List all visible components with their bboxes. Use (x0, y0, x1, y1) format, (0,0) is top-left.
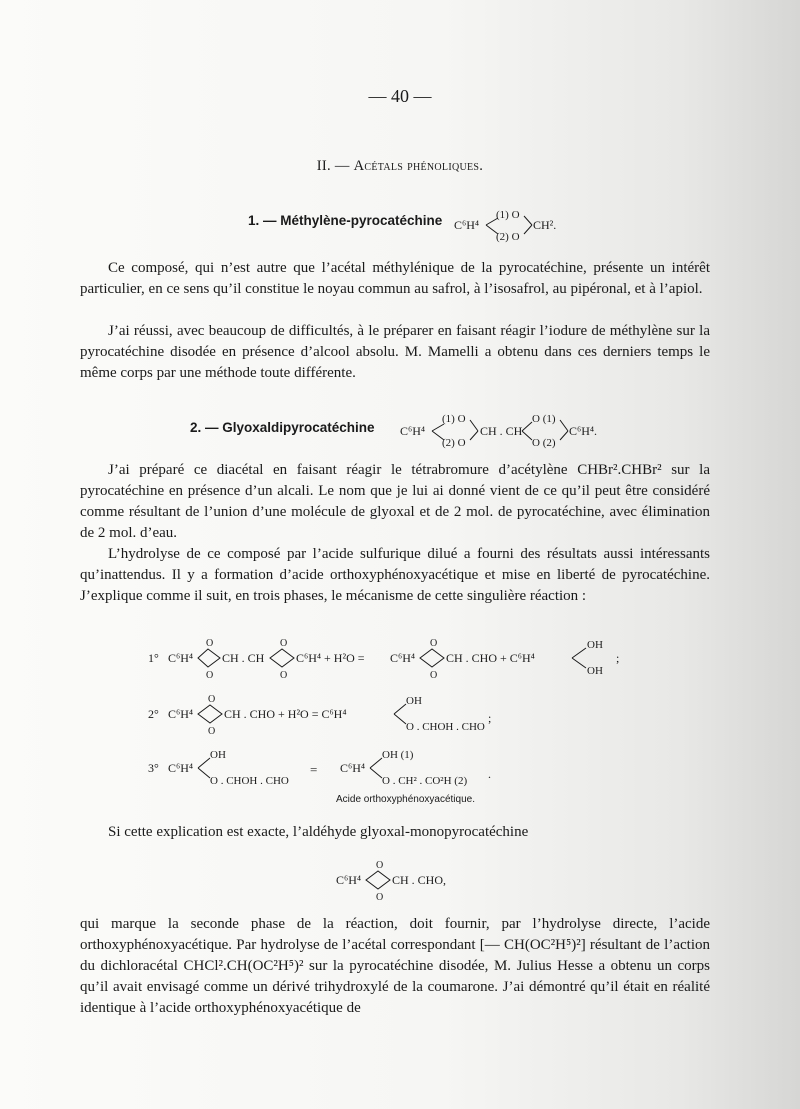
reaction-1-water: C⁶H⁴ + H²O = (296, 651, 365, 665)
section-title-text: Acétals phénoliques. (353, 158, 484, 174)
o: O (206, 638, 214, 649)
o: O (280, 638, 288, 649)
semicolon: ; (616, 651, 620, 665)
reaction-3-oh1: OH (1) (382, 749, 414, 761)
aldehyde-formula (334, 852, 494, 912)
reaction-1-c6h4: C⁶H⁴ (168, 651, 194, 665)
formula-c6h4-end: C⁶H⁴. (569, 424, 598, 438)
reaction-3-number: 3° (148, 761, 159, 775)
compound1-heading-text: 1. — Méthylène-pyrocatéchine (248, 213, 443, 228)
reaction-1-ring-3 (420, 649, 444, 667)
period: . (488, 767, 491, 781)
reaction-2-bond (394, 704, 406, 724)
section-roman: II. — (316, 158, 350, 174)
aldehyde-tail: CH . CHO, (392, 873, 447, 887)
reaction-3-c6h4: C⁶H⁴ (168, 761, 194, 775)
reaction-3-choh: O . CHOH . CHO (210, 775, 289, 787)
reaction-1-ring-2 (270, 649, 294, 667)
o: O (206, 670, 214, 681)
compound2-heading (190, 420, 375, 437)
formula-ch2: CH². (533, 218, 557, 232)
reaction-2-ring (198, 705, 222, 723)
o: O (430, 638, 438, 649)
reaction-1-ring-1 (198, 649, 220, 667)
compound2-paragraph-2: L’hydrolyse de ce composé par l’acide sulfurique dilué a fourni des résultats aussi intéressants qu’inattendus. Il y a formation d’acide orthoxyphénoxyacétique et mise en liberté de pyrocatéchine. J’explique comme il suit, en trois phases, le mécanisme de cette singulière réaction : (80, 546, 710, 604)
glyoxaldipyrocatechin-formula (398, 402, 638, 460)
section-title (0, 158, 800, 175)
formula-c6h4: C⁶H⁴ (336, 873, 362, 887)
formula-o-1: O (1) (532, 413, 556, 425)
oh: OH (587, 639, 603, 651)
o: O (208, 694, 216, 705)
o: O (280, 670, 288, 681)
oh: OH (587, 665, 603, 677)
oh: OH (210, 749, 226, 761)
reaction-1-product: CH . CHO + C⁶H⁴ (446, 651, 535, 665)
reaction-2-choh: O . CHOH . CHO (406, 721, 485, 733)
reaction-2-number: 2° (148, 707, 159, 721)
reaction-1-bond (572, 648, 586, 668)
formula-o1: (1) O (442, 413, 466, 425)
reaction-3-bond-b (370, 758, 382, 778)
reaction-2-left: CH . CHO + H²O = C⁶H⁴ (224, 707, 347, 721)
paragraph-3: Si cette explication est exacte, l’aldéhyde glyoxal-monopyrocatéchine (108, 824, 529, 840)
semicolon: ; (488, 711, 492, 725)
page-number: — 40 — (368, 86, 432, 106)
reaction-2-c6h4: C⁶H⁴ (168, 707, 194, 721)
reaction-3-acid: O . CH² . CO²H (2) (382, 775, 468, 787)
formula-c6h4: C⁶H⁴ (400, 424, 426, 438)
formula-bond (560, 420, 568, 440)
reaction-3-caption: Acide orthoxyphénoxyacétique. (336, 794, 475, 805)
reaction-3-c6h4-b: C⁶H⁴ (340, 761, 366, 775)
formula-o-2: O (2) (532, 437, 556, 449)
formula-o1: (1) O (496, 209, 520, 221)
o: O (376, 860, 384, 871)
reaction-1-mid: CH . CH (222, 651, 265, 665)
aldehyde-ring (366, 871, 390, 889)
o: O (208, 726, 216, 737)
formula-o2: (2) O (496, 231, 520, 243)
formula-bond (522, 422, 532, 440)
formula-o2: (2) O (442, 437, 466, 449)
formula-bond-right (524, 216, 532, 234)
formula-c6h4: C⁶H⁴ (454, 218, 480, 232)
formula-bond (470, 420, 478, 440)
reaction-1-number: 1° (148, 651, 159, 665)
formula-ch-ch: CH . CH (480, 424, 523, 438)
o: O (430, 670, 438, 681)
reaction-3-equals: = (310, 762, 318, 777)
reaction-3-bond (198, 758, 210, 778)
compound1-heading (248, 213, 442, 230)
o: O (376, 892, 384, 903)
compound1-paragraph-1: Ce composé, qui n’est autre que l’acétal méthylénique de la pyrocatéchine, présente un intérêt particulier, en ce sens qu’il constitue le noyau commun au safrol, à l’isosafrol, au pipéronal, et à l’apiol. (80, 260, 710, 297)
oh: OH (406, 695, 422, 707)
compound1-paragraph-2: J’ai réussi, avec beaucoup de difficultés, à le préparer en faisant réagir l’iodure de méthylène sur la pyrocatéchine disodée en présence d’alcool absolu. M. Mamelli a obtenu dans ces derniers temps le même corps par une méthode toute différente. (80, 323, 710, 381)
compound2-paragraph-1: J’ai préparé ce diacétal en faisant réagir le tétrabromure d’acétylène CHBr².CHBr² sur la pyrocatéchine en présence d’un alcali. Le nom que je lui ai donné vient de ce qu’il peut être considéré comme résultant de l’union d’une molécule de glyoxal et de 2 mol. de pyrocatéchine, avec élimination de 2 mol. d’eau. (80, 462, 710, 541)
paragraph-4: qui marque la seconde phase de la réaction, doit fournir, par l’hydrolyse directe, l’acide orthoxyphénoxyacétique. Par hydrolyse de l’acétal correspondant [— CH(OC²H⁵)²] résultant de l’action du dichloracétal CHCl².CH(OC²H⁵)² sur la pyrocatéchine disodée, M. Julius Hesse a obtenu un corps qu’il avait envisagé comme un dérivé trihydroxylé de la coumarone. J’ai démontré qu’il était en réalité identique à l’acide orthoxyphénoxyacétique de (80, 916, 710, 1016)
reaction-1-c6h4-b: C⁶H⁴ (390, 651, 416, 665)
reaction-equations (140, 632, 660, 812)
methylene-pyrocatechin-formula (452, 196, 592, 254)
compound2-heading-text: 2. — Glyoxaldipyrocatéchine (190, 420, 375, 435)
